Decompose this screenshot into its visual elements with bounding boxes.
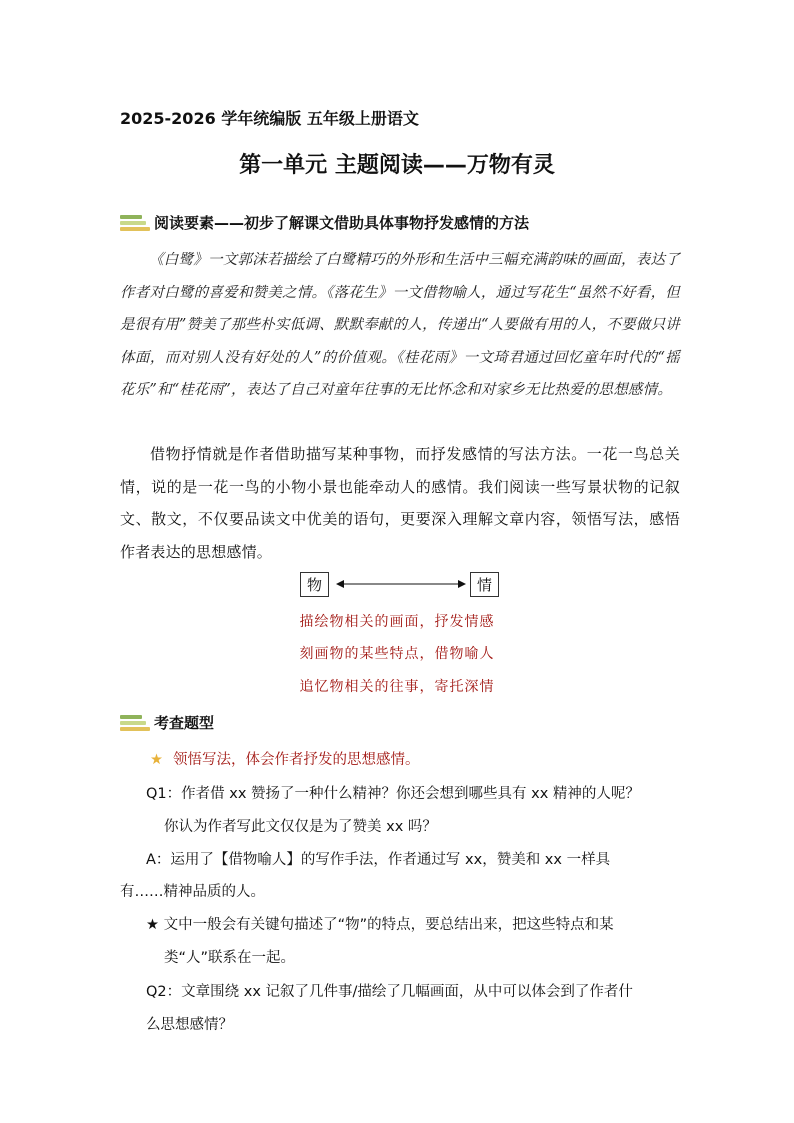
diagram-line-1: 描绘物相关的画面，抒发情感 bbox=[299, 614, 495, 630]
tip-line-2: 类“人”联系在一起。 bbox=[164, 950, 296, 966]
star-item-text: 领悟写法，体会作者抒发的思想感情。 bbox=[173, 752, 420, 768]
section-heading-reading-elements bbox=[120, 212, 529, 233]
object-emotion-diagram bbox=[300, 572, 504, 598]
header-line: 2025-2026 学年统编版 五年级上册语文 bbox=[120, 109, 419, 128]
diagram-line-2: 刻画物的某些特点，借物喻人 bbox=[299, 646, 495, 662]
paragraph-method: 借物抒情就是作者借助描写某种事物，而抒发感情的写法方法。一花一鸟总关情，说的是一花一鸟的小物小景也能牵动人的感情。我们阅读一些写景状物的记叙文、散文，不仅要品读文中优美的语句，更要深入理解文章内容，领悟写法，感悟作者表达的思想感情。 bbox=[120, 445, 680, 561]
unit-title: 第一单元 主题阅读——万物有灵 bbox=[239, 153, 555, 178]
question-2-line-2: 么思想感情？ bbox=[146, 1017, 233, 1033]
star-item bbox=[150, 748, 420, 769]
book-stack-icon bbox=[120, 714, 150, 732]
section-heading-text: 考查题型 bbox=[154, 714, 215, 732]
section-heading-text: 阅读要素——初步了解课文借助具体事物抒发感情的方法 bbox=[154, 214, 530, 232]
book-stack-icon bbox=[120, 214, 150, 232]
question-2-line-1: Q2：文章围绕 xx 记叙了几件事/描绘了几幅画面，从中可以体会到了作者什 bbox=[146, 984, 633, 1000]
star-icon: ★ bbox=[150, 752, 163, 768]
question-1-line-2: 你认为作者写此文仅仅是为了赞美 xx 吗？ bbox=[164, 819, 437, 835]
emotion-box: 情 bbox=[470, 572, 499, 597]
section-heading-question-types bbox=[120, 712, 214, 733]
answer-line-1: A：运用了【借物喻人】的写作手法，作者通过写 xx，赞美和 xx 一样具 bbox=[146, 852, 611, 868]
question-1-line-1: Q1：作者借 xx 赞扬了一种什么精神？你还会想到哪些具有 xx 精神的人呢？ bbox=[146, 786, 640, 802]
diagram-line-3: 追忆物相关的往事，寄托深情 bbox=[299, 679, 495, 695]
answer-line-2: 有……精神品质的人。 bbox=[120, 884, 265, 900]
double-arrow-icon bbox=[336, 576, 466, 592]
object-box: 物 bbox=[300, 572, 329, 597]
tip-line-1: ★ 文中一般会有关键句描述了“物”的特点，要总结出来，把这些特点和某 bbox=[146, 917, 614, 933]
paragraph-intro: 《白鹭》一文郭沫若描绘了白鹭精巧的外形和生活中三幅充满韵味的画面，表达了作者对白鹭的喜爱和赞美之情。《落花生》一文借物喻人，通过写花生“虽然不好看，但是很有用”赞美了那些朴实低调、默默奉献的人，传递出“人要做有用的人，不要做只讲体面，而对别人没有好处的人”的价值观。《桂花雨》一文琦君通过回忆童年时代的“摇花乐”和“桂花雨”，表达了自己对童年往事的无比怀念和对家乡无比热爱的思想感情。 bbox=[120, 252, 680, 398]
